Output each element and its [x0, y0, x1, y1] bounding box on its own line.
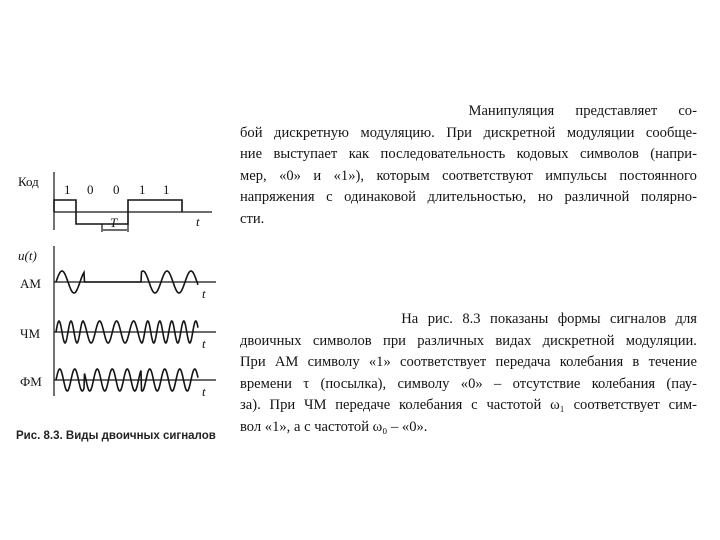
t-label: t: [202, 286, 206, 301]
text-line: Манипуляция представляет со-: [468, 102, 697, 119]
ut-label: u(t): [18, 248, 37, 263]
text-line: сти.: [240, 209, 265, 227]
text-line: времени τ (посылка), символу «0» – отсутствие колебания (пау-: [240, 374, 697, 392]
t-label: t: [202, 384, 206, 399]
text-line: На рис. 8.3 показаны формы сигналов для: [401, 310, 697, 327]
fm-label: ЧМ: [20, 326, 41, 341]
caption-number: Рис. 8.3.: [16, 430, 63, 442]
text-line: за). При ЧМ передаче колебания с частотой ω₁ соответствует сим-: [240, 396, 697, 413]
t-label: t: [196, 214, 200, 229]
text-line: напряжения с одинаковой длительностью, но различной полярно-: [240, 188, 697, 205]
text-line: вол «1», а с частотой ω₀ – «0».: [240, 417, 428, 435]
caption-text: Виды двоичных сигналов: [65, 430, 216, 442]
text-line: двоичных символов при различных видах дискретной модуляции.: [240, 331, 697, 349]
am-label: АМ: [20, 276, 41, 291]
bit-label: 1: [139, 182, 146, 197]
pm-label: ФМ: [20, 374, 42, 389]
figure-caption: [16, 430, 216, 442]
paragraph-manipulation: [240, 100, 697, 229]
code-label: Код: [18, 174, 39, 189]
bit-label: 1: [64, 182, 71, 197]
bit-label: 0: [87, 182, 94, 197]
t-label: t: [202, 336, 206, 351]
bit-label: 1: [163, 182, 170, 197]
text-line: ние выступает как последовательность кодовых символов (напри-: [240, 145, 697, 162]
paragraph-signal-forms: [240, 308, 697, 437]
period-label: T: [110, 215, 118, 230]
bit-label: 0: [113, 182, 120, 197]
text-line: мер, «0» и «1»), которым соответствуют импульсы постоянного: [240, 166, 697, 184]
signal-figure: [16, 168, 240, 448]
text-line: При АМ символу «1» соответствует передача колебания в течение: [240, 353, 697, 370]
signal-diagram: [16, 168, 240, 448]
text-line: бой дискретную модуляцию. При дискретной модуляции сообще-: [240, 123, 697, 141]
